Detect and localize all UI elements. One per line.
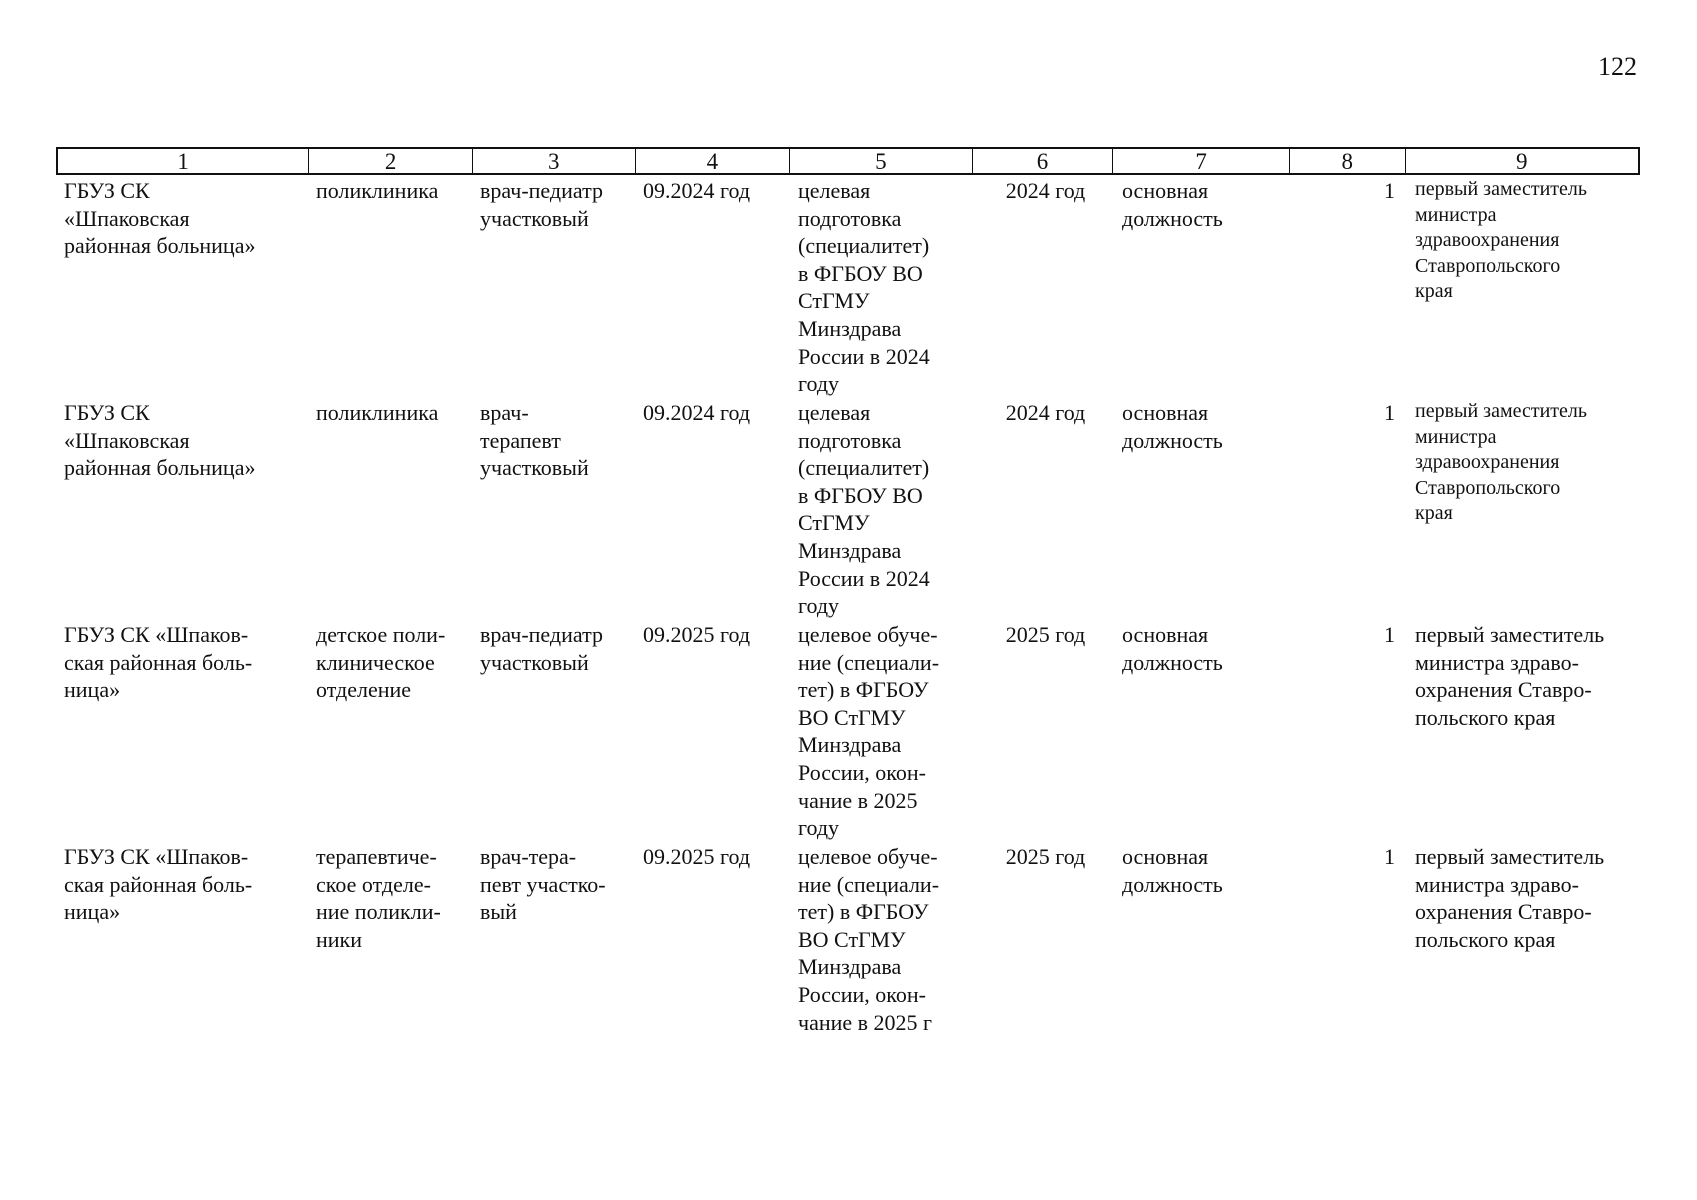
cell-department: детское поли- клиническое отделение [316, 622, 446, 703]
table-body [56, 175, 1640, 1041]
header-col-3: 3 [473, 149, 636, 173]
cell-count: 1 [1384, 178, 1395, 203]
cell-date: 09.2024 год [643, 400, 751, 425]
cell-training: целевая подготовка (специалитет) в ФГБОУ ВО СтГМУ Минздрава России в 2024 году [798, 400, 930, 619]
cell-department: терапевтиче- ское отделе- ние поликли- ники [316, 844, 441, 952]
header-col-4: 4 [636, 149, 791, 173]
page-number: 122 [1598, 52, 1637, 81]
header-col-6: 6 [973, 149, 1114, 173]
cell-responsible: первый заместитель министра здраво- охранения Ставро- польского края [1415, 844, 1605, 952]
header-col-5: 5 [790, 149, 973, 173]
cell-position: врач-педиатр участковый [480, 178, 603, 231]
cell-year: 2024 год [1005, 178, 1086, 203]
table-row [56, 397, 1640, 619]
cell-department: поликлиника [316, 178, 439, 203]
header-col-1: 1 [58, 149, 309, 173]
cell-year: 2024 год [1005, 400, 1086, 425]
cell-date: 09.2024 год [643, 178, 751, 203]
header-col-2: 2 [309, 149, 473, 173]
cell-employment-type: основная должность [1122, 400, 1223, 453]
cell-department: поликлиника [316, 400, 439, 425]
cell-responsible: первый заместитель министра здравоохранения Ставропольского края [1415, 400, 1588, 524]
header-col-8: 8 [1290, 149, 1406, 173]
table-header [56, 147, 1640, 175]
cell-organization: ГБУЗ СК «Шпаков- ская районная боль- ница» [64, 844, 253, 925]
cell-training: целевая подготовка (специалитет) в ФГБОУ ВО СтГМУ Минздрава России в 2024 году [798, 178, 930, 397]
cell-employment-type: основная должность [1122, 178, 1223, 231]
header-col-9: 9 [1516, 149, 1528, 174]
cell-count: 1 [1384, 400, 1395, 425]
cell-responsible: первый заместитель министра здравоохранения Ставропольского края [1415, 178, 1588, 302]
cell-position: врач-педиатр участковый [480, 622, 603, 675]
cell-position: врач- терапевт участковый [480, 400, 589, 481]
table-row [56, 619, 1640, 841]
cell-employment-type: основная должность [1122, 844, 1223, 897]
cell-training: целевое обуче- ние (специали- тет) в ФГБОУ ВО СтГМУ Минздрава России, окон- чание в 2025 г [798, 844, 940, 1035]
cell-organization: ГБУЗ СК «Шпаковская районная больница» [64, 400, 256, 481]
cell-position: врач-тера- певт участко- вый [480, 844, 606, 925]
table-row [56, 841, 1640, 1041]
cell-date: 09.2025 год [643, 622, 751, 647]
cell-count: 1 [1384, 622, 1395, 647]
cell-date: 09.2025 год [643, 844, 751, 869]
cell-count: 1 [1384, 844, 1395, 869]
cell-organization: ГБУЗ СК «Шпаков- ская районная боль- ница» [64, 622, 253, 703]
table-row [56, 175, 1640, 397]
cell-year: 2025 год [1005, 844, 1086, 869]
cell-responsible: первый заместитель министра здраво- охранения Ставро- польского края [1415, 622, 1605, 730]
cell-organization: ГБУЗ СК «Шпаковская районная больница» [64, 178, 256, 259]
cell-year: 2025 год [1005, 622, 1086, 647]
header-col-7: 7 [1113, 149, 1290, 173]
cell-training: целевое обуче- ние (специали- тет) в ФГБОУ ВО СтГМУ Минздрава России, окон- чание в 2025 году [798, 622, 940, 841]
cell-employment-type: основная должность [1122, 622, 1223, 675]
